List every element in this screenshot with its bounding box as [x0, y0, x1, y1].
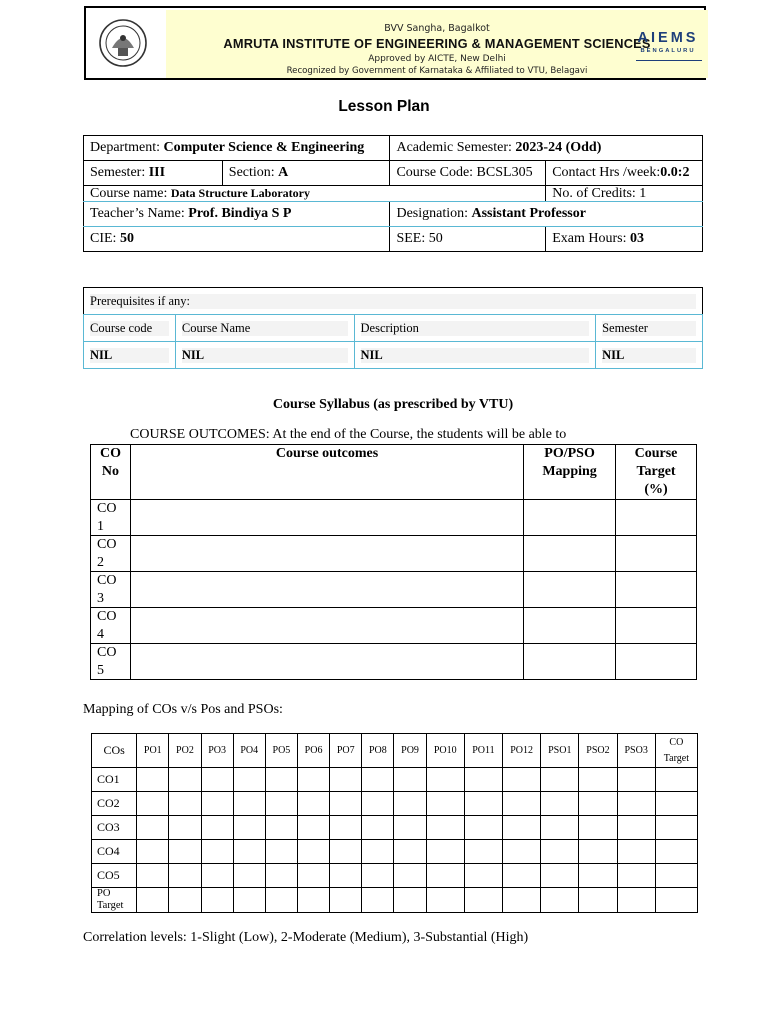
mapping-col-header: PO1 — [137, 734, 169, 768]
mapping-cell — [464, 816, 502, 840]
academic-semester-cell: Academic Semester: 2023-24 (Odd) — [390, 136, 703, 161]
mapping-cell — [579, 792, 617, 816]
prereq-header-course-code: Course code — [84, 315, 176, 342]
mapping-cell — [503, 864, 541, 888]
contact-hours-cell: Contact Hrs /week:0.0:2 — [546, 161, 703, 186]
mapping-col-header: PO10 — [426, 734, 464, 768]
co-mapping — [524, 644, 616, 680]
co-target — [616, 500, 697, 536]
mapping-cell — [362, 864, 394, 888]
mapping-cell — [426, 864, 464, 888]
mapping-cell — [617, 792, 655, 816]
mapping-col-header: PO3 — [201, 734, 233, 768]
designation-cell: Designation: Assistant Professor — [390, 202, 703, 227]
mapping-cell — [394, 768, 426, 792]
mapping-cell — [541, 816, 579, 840]
banner-affiliation-line: Recognized by Government of Karnataka & Affiliated to VTU, Belagavi — [286, 66, 588, 76]
mapping-cell — [298, 816, 330, 840]
mapping-co-target-header: CO Target — [655, 734, 697, 768]
mapping-cell — [169, 840, 201, 864]
co-mapping — [524, 500, 616, 536]
mapping-cos-header: COs — [92, 734, 137, 768]
prerequisites-table — [83, 287, 703, 369]
banner-approval-line: Approved by AICTE, New Delhi — [368, 54, 506, 64]
mapping-cell — [426, 888, 464, 913]
table-row — [92, 840, 698, 864]
mapping-cell — [617, 768, 655, 792]
table-row — [91, 572, 697, 608]
mapping-cell — [503, 768, 541, 792]
prereq-description: NIL — [354, 342, 596, 369]
mapping-cell — [394, 840, 426, 864]
mapping-cell — [394, 816, 426, 840]
mapping-col-header: PO5 — [265, 734, 297, 768]
co-number: CO 1 — [91, 500, 131, 536]
co-number: CO 5 — [91, 644, 131, 680]
mapping-cell — [617, 816, 655, 840]
prereq-course-name: NIL — [175, 342, 354, 369]
co-po-mapping-table — [91, 733, 698, 913]
mapping-cell — [265, 768, 297, 792]
mapping-row-label: CO5 — [92, 864, 137, 888]
mapping-cell — [201, 816, 233, 840]
credits-cell: No. of Credits: 1 — [546, 186, 703, 202]
mapping-cell — [362, 792, 394, 816]
mapping-row-label: CO1 — [92, 768, 137, 792]
mapping-cell — [169, 888, 201, 913]
course-info-table — [83, 135, 703, 252]
co-number: CO 3 — [91, 572, 131, 608]
mapping-col-header: PO8 — [362, 734, 394, 768]
mapping-cell — [579, 864, 617, 888]
syllabus-heading: Course Syllabus (as prescribed by VTU) — [272, 397, 514, 412]
department-cell: Department: Computer Science & Engineering — [84, 136, 390, 161]
mapping-cell — [464, 840, 502, 864]
mapping-cell — [362, 768, 394, 792]
mapping-cell — [233, 816, 265, 840]
mapping-cell — [464, 792, 502, 816]
section-cell: Section: A — [222, 161, 390, 186]
table-row — [91, 644, 697, 680]
co-outcome-text — [130, 572, 523, 608]
mapping-cell — [541, 840, 579, 864]
mapping-cell — [362, 888, 394, 913]
aiems-logo: AIEMS — [637, 30, 699, 46]
mapping-cell — [541, 888, 579, 913]
prereq-header-course-name: Course Name — [175, 315, 354, 342]
mapping-cell — [541, 768, 579, 792]
mapping-cell — [233, 864, 265, 888]
co-mapping — [524, 608, 616, 644]
mapping-cell — [426, 840, 464, 864]
co-target — [616, 536, 697, 572]
mapping-cell — [298, 864, 330, 888]
mapping-cell — [503, 840, 541, 864]
co-no-header: CO No — [91, 445, 131, 500]
banner-sangha-line: BVV Sangha, Bagalkot — [384, 23, 490, 34]
prereq-header-semester: Semester — [596, 315, 703, 342]
mapping-cell — [298, 888, 330, 913]
mapping-cell — [426, 816, 464, 840]
mapping-cell — [201, 768, 233, 792]
table-row — [91, 500, 697, 536]
mapping-row-label: CO4 — [92, 840, 137, 864]
mapping-cell — [464, 888, 502, 913]
mapping-cell — [330, 864, 362, 888]
co-outcome-text — [130, 608, 523, 644]
mapping-row-label: CO2 — [92, 792, 137, 816]
mapping-col-header: PSO2 — [579, 734, 617, 768]
mapping-cell — [265, 888, 297, 913]
mapping-cell — [655, 768, 697, 792]
mapping-cell — [655, 864, 697, 888]
course-outcomes-intro: COURSE OUTCOMES: At the end of the Course, the students will be able to — [130, 427, 567, 442]
mapping-col-header: PO2 — [169, 734, 201, 768]
aiems-logo-city: BENGALURU — [640, 48, 696, 54]
mapping-cell — [655, 888, 697, 913]
mapping-cell — [426, 792, 464, 816]
correlation-levels: Correlation levels: 1-Slight (Low), 2-Moderate (Medium), 3-Substantial (High) — [83, 930, 529, 945]
mapping-cell — [579, 816, 617, 840]
co-number: CO 2 — [91, 536, 131, 572]
co-outcome-text — [130, 644, 523, 680]
mapping-cell — [201, 840, 233, 864]
mapping-cell — [394, 792, 426, 816]
mapping-cell — [233, 840, 265, 864]
co-mapping — [524, 572, 616, 608]
mapping-cell — [233, 792, 265, 816]
mapping-cell — [137, 888, 169, 913]
course-target-header: Course Target (%) — [616, 445, 697, 500]
mapping-cell — [579, 768, 617, 792]
mapping-cell — [298, 792, 330, 816]
mapping-cell — [330, 888, 362, 913]
mapping-cell — [137, 864, 169, 888]
mapping-cell — [503, 816, 541, 840]
mapping-cell — [201, 864, 233, 888]
mapping-cell — [541, 792, 579, 816]
logo-divider — [636, 60, 702, 61]
institute-banner — [84, 6, 706, 80]
mapping-cell — [169, 816, 201, 840]
mapping-row-label: CO3 — [92, 816, 137, 840]
mapping-cell — [330, 816, 362, 840]
table-row — [92, 816, 698, 840]
mapping-cell — [265, 816, 297, 840]
mapping-cell — [201, 888, 233, 913]
mapping-cell — [394, 864, 426, 888]
banner-institute-name: AMRUTA INSTITUTE OF ENGINEERING & MANAGEMENT SCIENCES — [223, 36, 651, 51]
mapping-cell — [655, 816, 697, 840]
table-row — [92, 792, 698, 816]
mapping-col-header: PO12 — [503, 734, 541, 768]
mapping-title: Mapping of COs v/s Pos and PSOs: — [83, 702, 283, 717]
course-outcomes-table — [90, 444, 697, 680]
mapping-cell — [330, 768, 362, 792]
mapping-cell — [464, 864, 502, 888]
co-target — [616, 572, 697, 608]
co-target — [616, 608, 697, 644]
mapping-cell — [169, 864, 201, 888]
mapping-cell — [541, 864, 579, 888]
table-row — [92, 888, 698, 913]
semester-cell: Semester: III — [84, 161, 223, 186]
mapping-cell — [137, 816, 169, 840]
mapping-cell — [265, 792, 297, 816]
co-number: CO 4 — [91, 608, 131, 644]
co-target — [616, 644, 697, 680]
mapping-cell — [503, 792, 541, 816]
po-pso-mapping-header: PO/PSO Mapping — [524, 445, 616, 500]
mapping-cell — [579, 840, 617, 864]
prereq-semester: NIL — [596, 342, 703, 369]
co-mapping — [524, 536, 616, 572]
po-target-label: PO Target — [92, 888, 137, 913]
mapping-cell — [617, 864, 655, 888]
mapping-cell — [617, 840, 655, 864]
mapping-cell — [426, 768, 464, 792]
co-outcome-text — [130, 536, 523, 572]
table-row — [92, 768, 698, 792]
mapping-cell — [137, 840, 169, 864]
exam-hours-cell: Exam Hours: 03 — [546, 227, 703, 252]
mapping-cell — [394, 888, 426, 913]
mapping-cell — [362, 816, 394, 840]
mapping-header-row — [92, 734, 698, 768]
mapping-col-header: PSO1 — [541, 734, 579, 768]
mapping-col-header: PO6 — [298, 734, 330, 768]
prerequisites-heading: Prerequisites if any: — [84, 288, 703, 315]
mapping-cell — [655, 792, 697, 816]
mapping-cell — [362, 840, 394, 864]
course-outcomes-header: Course outcomes — [130, 445, 523, 500]
mapping-cell — [233, 888, 265, 913]
mapping-col-header: PO7 — [330, 734, 362, 768]
mapping-col-header: PO9 — [394, 734, 426, 768]
table-row — [91, 608, 697, 644]
mapping-cell — [579, 888, 617, 913]
teacher-name-cell: Teacher’s Name: Prof. Bindiya S P — [84, 202, 390, 227]
page-title: Lesson Plan — [338, 98, 430, 115]
mapping-cell — [330, 792, 362, 816]
mapping-cell — [169, 792, 201, 816]
mapping-col-header: PO4 — [233, 734, 265, 768]
mapping-cell — [298, 840, 330, 864]
mapping-cell — [617, 888, 655, 913]
mapping-cell — [137, 768, 169, 792]
course-name-cell: Course name: Data Structure Laboratory — [84, 186, 546, 202]
cie-cell: CIE: 50 — [84, 227, 390, 252]
co-outcome-text — [130, 500, 523, 536]
mapping-cell — [201, 792, 233, 816]
mapping-col-header: PO11 — [464, 734, 502, 768]
mapping-cell — [298, 768, 330, 792]
mapping-cell — [233, 768, 265, 792]
see-cell: SEE: 50 — [390, 227, 546, 252]
mapping-cell — [464, 768, 502, 792]
table-row — [91, 536, 697, 572]
table-row — [92, 864, 698, 888]
prereq-course-code: NIL — [84, 342, 176, 369]
mapping-cell — [330, 840, 362, 864]
mapping-cell — [655, 840, 697, 864]
mapping-cell — [265, 864, 297, 888]
mapping-col-header: PSO3 — [617, 734, 655, 768]
course-code-cell: Course Code: BCSL305 — [390, 161, 546, 186]
mapping-cell — [169, 768, 201, 792]
mapping-cell — [503, 888, 541, 913]
mapping-cell — [137, 792, 169, 816]
prereq-header-description: Description — [354, 315, 596, 342]
institute-seal-icon — [98, 18, 148, 68]
mapping-cell — [265, 840, 297, 864]
